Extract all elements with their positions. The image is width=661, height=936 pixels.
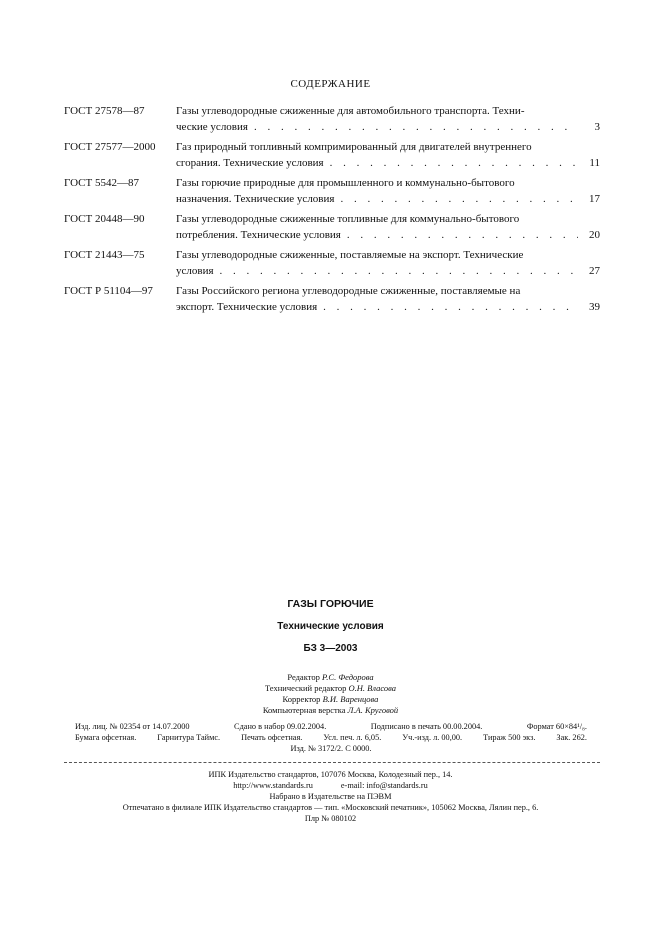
toc-page-number: 11 (589, 157, 600, 169)
publisher-printed: Отпечатано в филиале ИПК Издательство стандартов — тип. «Московский печатник», 105062 Москва, Лялин пер., 6. (122, 803, 539, 812)
imprint-sent-to-set: Сдано в набор 09.02.2004. (234, 722, 327, 731)
toc-line1: Газы углеводородные сжиженные, поставляемые на экспорт. Технические (176, 249, 524, 261)
toc-line2: условия (176, 265, 214, 277)
toc-text (176, 139, 600, 171)
toc-entry[interactable] (64, 283, 600, 319)
credits (0, 672, 661, 716)
publisher-website-link[interactable]: http://www.standards.ru (233, 781, 313, 790)
dot-leader (347, 227, 578, 243)
dot-leader (340, 191, 578, 207)
publisher-typeset: Набрано в Издательстве на ПЭВМ (269, 792, 392, 801)
toc-line1: Газы горючие природные для промышленного и коммунально-бытового (176, 177, 515, 189)
toc-line1: Газы углеводородные сжиженные топливные для коммунально-бытового (176, 213, 520, 225)
divider (64, 762, 600, 763)
imprint-paper: Бумага офсетная. (75, 733, 137, 742)
dot-leader (254, 119, 578, 135)
imprint-print: Печать офсетная. (241, 733, 303, 742)
toc-text (176, 103, 600, 135)
doc-subtitle: Технические условия (277, 621, 384, 632)
credit-name: Р.С. Федорова (321, 672, 374, 682)
table-of-contents (64, 103, 600, 319)
toc-text (176, 175, 600, 207)
imprint-row-2 (75, 732, 587, 743)
credit-name: О.Н. Власова (348, 683, 397, 693)
toc-line2: назначения. Технические условия (176, 193, 335, 205)
dot-leader (330, 155, 578, 171)
credit-name: В.И. Варенцова (322, 694, 379, 704)
toc-page-number: 20 (589, 229, 600, 241)
imprint-typeface: Гарнитура Таймс. (157, 733, 221, 742)
toc-line1: Газы углеводородные сжиженные для автомобильного транспорта. Техни- (176, 105, 525, 117)
publisher-plr: Плр № 080102 (304, 814, 357, 823)
toc-page-number: 39 (589, 301, 600, 313)
toc-code: ГОСТ 27577—2000 (64, 141, 156, 153)
toc-entry[interactable] (64, 103, 600, 139)
imprint-signed: Подписано в печать 00.00.2004. (370, 722, 483, 731)
toc-code: ГОСТ Р 51104—97 (64, 285, 153, 297)
toc-code: ГОСТ 5542—87 (64, 177, 139, 189)
toc-text (176, 247, 600, 279)
toc-text (176, 283, 600, 315)
toc-entry[interactable] (64, 211, 600, 247)
credit-line (0, 672, 661, 683)
credit-role: Технический редактор (264, 683, 347, 693)
toc-code: ГОСТ 27578—87 (64, 105, 145, 117)
toc-page-number: 27 (589, 265, 600, 277)
imprint-license: Изд. лиц. № 02354 от 14.07.2000 (75, 722, 190, 731)
publisher-email-link[interactable]: e-mail: info@standards.ru (340, 781, 428, 790)
credit-role: Редактор (287, 672, 320, 682)
imprint-edit-sheets: Уч.-изд. л. 00,00. (402, 733, 463, 742)
credit-line (0, 683, 661, 694)
credit-role: Компьютерная верстка (262, 705, 346, 715)
toc-line1: Газы Российского региона углеводородные сжиженные, поставляемые на (176, 285, 521, 297)
toc-line1: Газ природный топливный компримированный для двигателей внутреннего (176, 141, 532, 153)
publisher-address: ИПК Издательство стандартов, 107076 Москва, Колодезный пер., 14. (208, 770, 453, 779)
toc-text (176, 211, 600, 243)
toc-title: СОДЕРЖАНИЕ (290, 78, 371, 90)
dot-leader (323, 299, 578, 315)
publisher (0, 769, 661, 824)
toc-entry[interactable] (64, 247, 600, 283)
credit-role: Корректор (282, 694, 321, 704)
toc-line2: экспорт. Технические условия (176, 301, 318, 313)
credit-line (0, 694, 661, 705)
imprint-row-1 (75, 721, 587, 732)
toc-line2: ческие условия (176, 121, 248, 133)
toc-code: ГОСТ 21443—75 (64, 249, 145, 261)
doc-bz-number: БЗ 3—2003 (303, 643, 358, 654)
imprint-order: Зак. 262. (556, 733, 587, 742)
toc-code: ГОСТ 20448—90 (64, 213, 145, 225)
imprint-print-sheets: Усл. печ. л. 6,05. (323, 733, 382, 742)
imprint-format: Формат 60×84¹/₈. (526, 722, 587, 731)
toc-entry[interactable] (64, 175, 600, 211)
toc-line2: сгорания. Технические условия (176, 157, 324, 169)
toc-page-number: 3 (594, 121, 600, 133)
credit-line (0, 705, 661, 716)
credit-name: Л.А. Круговой (347, 705, 399, 715)
dot-leader (220, 263, 578, 279)
doc-title: ГАЗЫ ГОРЮЧИЕ (287, 598, 374, 610)
toc-page-number: 17 (589, 193, 600, 205)
imprint-row-3: Изд. № 3172/2. С 0000. (290, 744, 372, 753)
imprint-circulation: Тираж 500 экз. (483, 733, 536, 742)
imprint (75, 721, 587, 754)
toc-entry[interactable] (64, 139, 600, 175)
toc-line2: потребления. Технические условия (176, 229, 341, 241)
